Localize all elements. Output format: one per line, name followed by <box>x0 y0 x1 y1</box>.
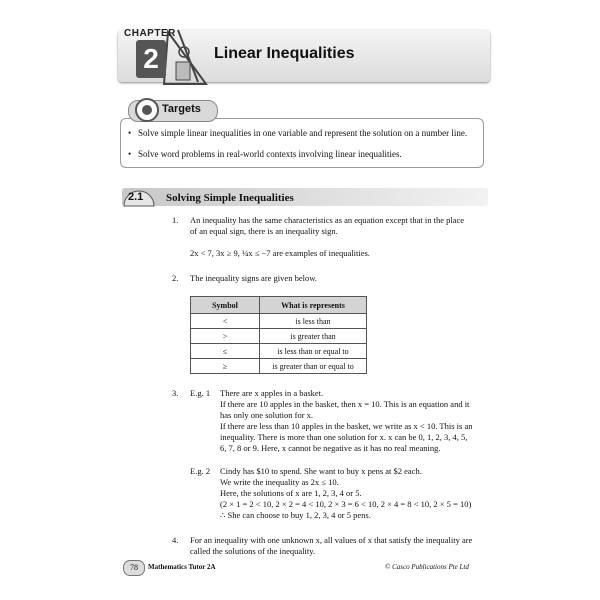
section-title: Solving Simple Inequalities <box>166 192 294 204</box>
target-icon <box>135 98 159 122</box>
paragraph-line: An inequality has the same characteristics as an equation except that in the place <box>190 215 465 225</box>
chapter-number: 2 <box>136 40 166 78</box>
example-line: There are x apples in a basket. <box>220 388 324 398</box>
example-line: inequality. There is more than one solution for x. x can be 0, 1, 2, 3, 4, 5, <box>220 432 468 442</box>
example-line: has only one solution for x. <box>220 410 314 420</box>
chapter-label: CHAPTER <box>124 28 176 39</box>
example-line: Cindy has $10 to spend. She want to buy x pens at $2 each. <box>220 466 422 476</box>
bullet-icon: • <box>128 128 132 138</box>
example-line: If there are less than 10 apples in the basket, we write as x < 10. This is an <box>220 421 473 431</box>
paragraph-line: For an inequality with one unknown x, all values of x that satisfy the inequality are <box>190 535 473 545</box>
item-number: 2. <box>172 273 179 283</box>
page-number: 78 <box>123 560 145 576</box>
publisher: © Casco Publications Pte Ltd <box>385 563 469 571</box>
example-line: 6, 7, 8 or 9. Here, x cannot be negative as it has no real meaning. <box>220 443 441 453</box>
example-line: Here, the solutions of x are 1, 2, 3, 4 or 5. <box>220 488 362 498</box>
example-line: If there are 10 apples in the basket, then x = 10. This is an equation and it <box>220 399 470 409</box>
symbol-cell: > <box>191 329 260 344</box>
example-label: E.g. 1 <box>190 388 211 398</box>
symbol-cell: < <box>191 314 260 329</box>
paragraph-line: called the solutions of the inequality. <box>190 546 316 556</box>
table-row <box>191 359 367 374</box>
item-number: 4. <box>172 535 179 545</box>
book-title: Mathematics Tutor 2A <box>148 563 216 571</box>
targets-box <box>120 118 484 168</box>
target-item: Solve simple linear inequalities in one variable and represent the solution on a number line. <box>138 128 468 138</box>
paragraph-line: of an equal sign, there is an inequality sign. <box>190 226 338 236</box>
table-row <box>191 344 367 359</box>
meaning-cell: is greater than or equal to <box>260 359 367 374</box>
item-number: 3. <box>172 388 179 398</box>
inequality-signs-table <box>190 296 367 374</box>
inequality-examples: 2x < 7, 3x ≥ 9, ¼x ≤ −7 are examples of inequalities. <box>190 248 370 258</box>
page-title: Linear Inequalities <box>214 45 355 62</box>
example-label: E.g. 2 <box>190 466 211 476</box>
targets-heading: Targets <box>162 103 201 115</box>
table-row <box>191 329 367 344</box>
meaning-cell: is less than <box>260 314 367 329</box>
symbol-cell: ≥ <box>191 359 260 374</box>
bullet-icon: • <box>128 149 132 159</box>
example-line: We write the inequality as 2x ≤ 10. <box>220 477 339 487</box>
table-header-row <box>191 297 367 314</box>
section-number: 2.1 <box>128 191 144 203</box>
example-line: (2 × 1 = 2 < 10, 2 × 2 = 4 < 10, 2 × 3 = 6 < 10, 2 × 4 = 8 < 10, 2 × 5 = 10) <box>220 499 472 509</box>
paragraph-line: The inequality signs are given below. <box>190 273 317 283</box>
item-number: 1. <box>172 215 179 225</box>
meaning-cell: is greater than <box>260 329 367 344</box>
table-row <box>191 314 367 329</box>
meaning-cell: is less than or equal to <box>260 344 367 359</box>
target-item: Solve word problems in real-world contexts involving linear inequalities. <box>138 149 402 159</box>
example-line: ∴ She can choose to buy 1, 2, 3, 4 or 5 pens. <box>220 510 371 520</box>
table-header: Symbol <box>191 297 260 314</box>
table-header: What is represents <box>260 297 367 314</box>
symbol-cell: ≤ <box>191 344 260 359</box>
